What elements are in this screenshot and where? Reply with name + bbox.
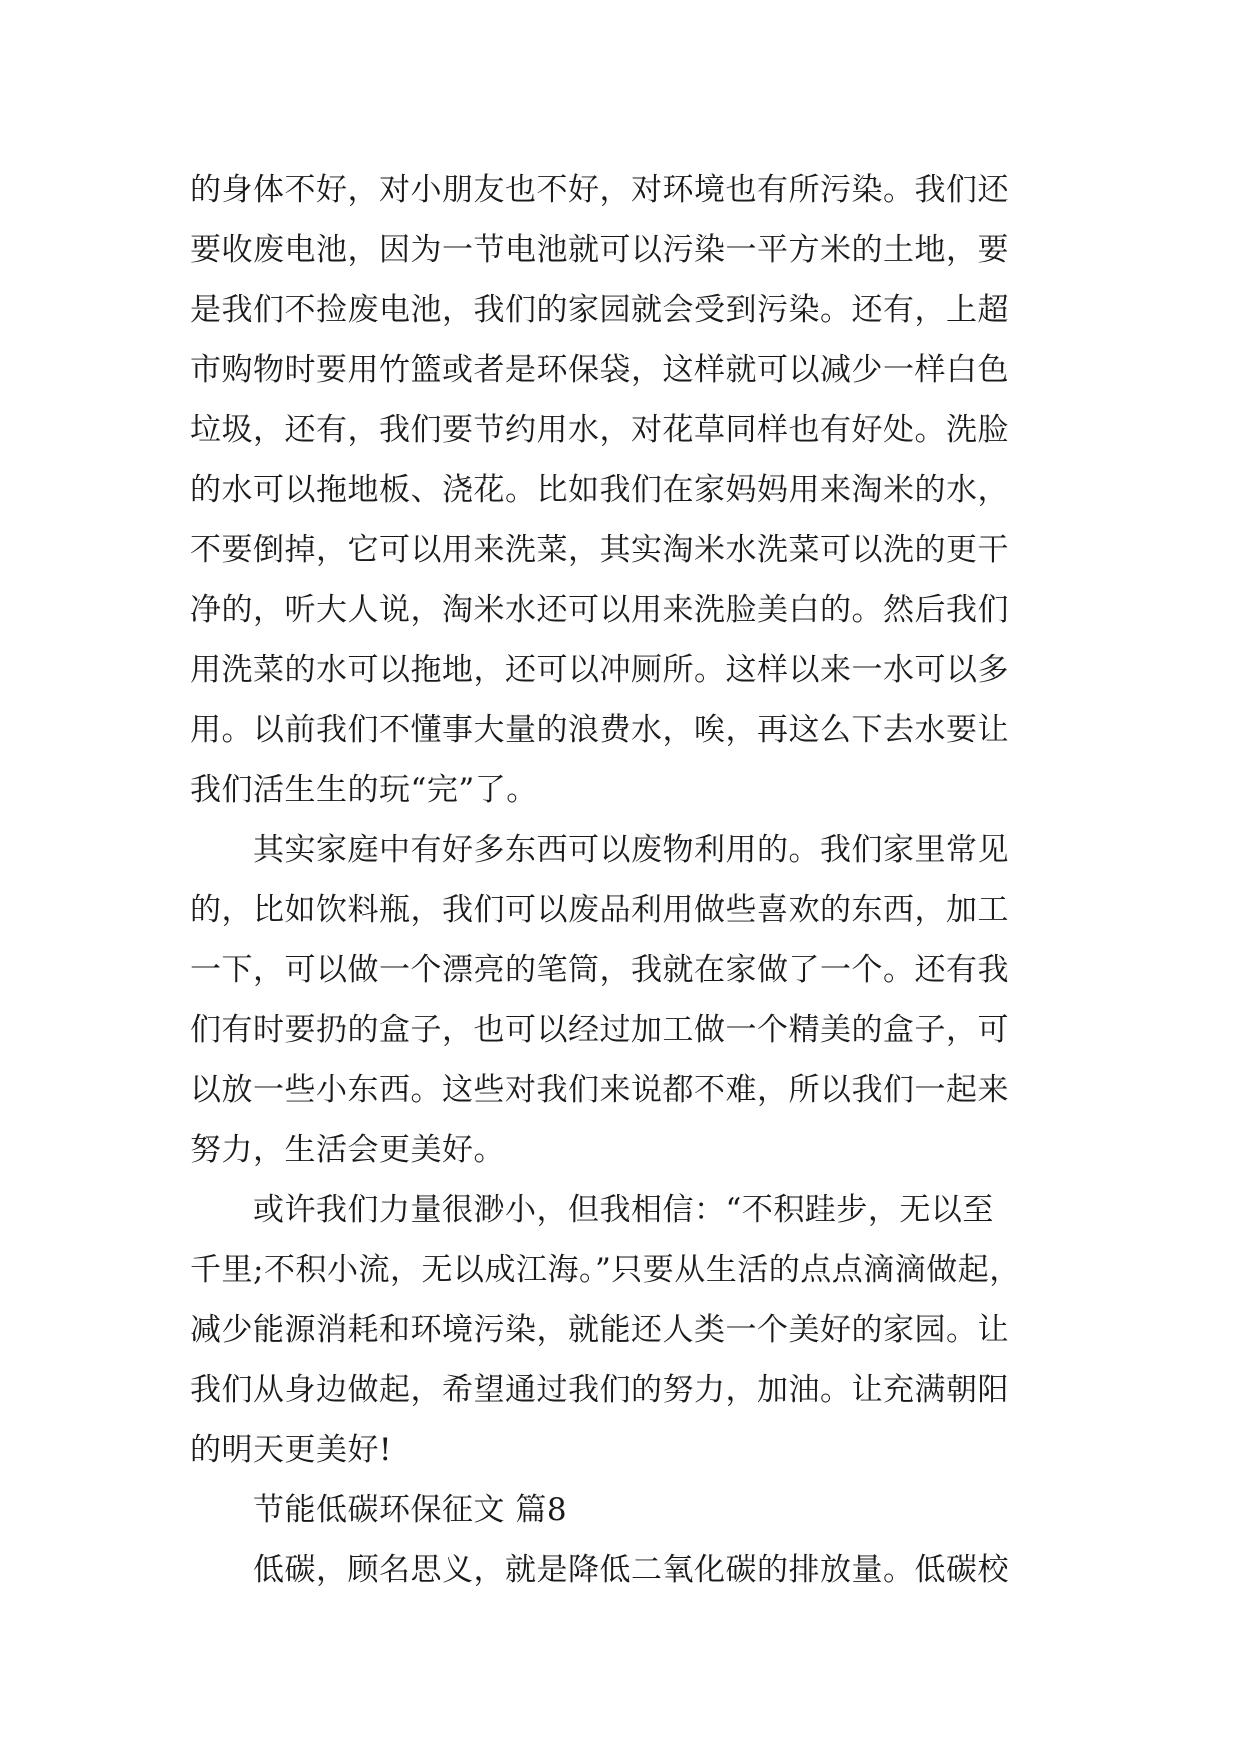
document-body — [190, 160, 1060, 1600]
text-line: 以放一些小东西。这些对我们来说都不难，所以我们一起来 — [190, 1072, 1009, 1108]
text-line: 用。以前我们不懂事大量的浪费水，唉，再这么下去水要让 — [190, 712, 1009, 748]
text-line: 的身体不好，对小朋友也不好，对环境也有所污染。我们还 — [190, 172, 1009, 208]
text-line: 净的，听大人说，淘米水还可以用来洗脸美白的。然后我们 — [190, 592, 1009, 628]
text-line: 的，比如饮料瓶，我们可以废品利用做些喜欢的东西，加工 — [190, 892, 1009, 928]
section-heading: 节能低碳环保征文 篇8 — [190, 1492, 568, 1528]
text-line: 减少能源消耗和环境污染，就能还人类一个美好的家园。让 — [190, 1312, 1009, 1348]
text-line: 我们活生生的玩“完”了。 — [190, 772, 538, 808]
text-line: 们有时要扔的盒子，也可以经过加工做一个精美的盒子，可 — [190, 1012, 1009, 1048]
text-line: 用洗菜的水可以拖地，还可以冲厕所。这样以来一水可以多 — [190, 652, 1009, 688]
text-line: 垃圾，还有，我们要节约用水，对花草同样也有好处。洗脸 — [190, 412, 1009, 448]
text-line: 是我们不捡废电池，我们的家园就会受到污染。还有，上超 — [190, 292, 1009, 328]
text-line: 或许我们力量很渺小，但我相信：“不积跬步，无以至 — [190, 1192, 994, 1228]
text-line: 低碳，顾名思义，就是降低二氧化碳的排放量。低碳校 — [190, 1552, 1009, 1588]
text-line: 市购物时要用竹篮或者是环保袋，这样就可以减少一样白色 — [190, 352, 1009, 388]
text-line: 的明天更美好! — [190, 1432, 392, 1468]
text-line: 不要倒掉，它可以用来洗菜，其实淘米水洗菜可以洗的更干 — [190, 532, 1009, 568]
text-line: 努力，生活会更美好。 — [190, 1132, 505, 1168]
text-line: 要收废电池，因为一节电池就可以污染一平方米的土地，要 — [190, 232, 1009, 268]
text-line: 我们从身边做起，希望通过我们的努力，加油。让充满朝阳 — [190, 1372, 1009, 1408]
text-line: 一下，可以做一个漂亮的笔筒，我就在家做了一个。还有我 — [190, 952, 1009, 988]
text-line: 的水可以拖地板、浇花。比如我们在家妈妈用来淘米的水， — [190, 472, 1009, 508]
text-line: 其实家庭中有好多东西可以废物利用的。我们家里常见 — [190, 832, 1009, 868]
text-line: 千里;不积小流，无以成江海。”只要从生活的点点滴滴做起， — [190, 1252, 1021, 1288]
